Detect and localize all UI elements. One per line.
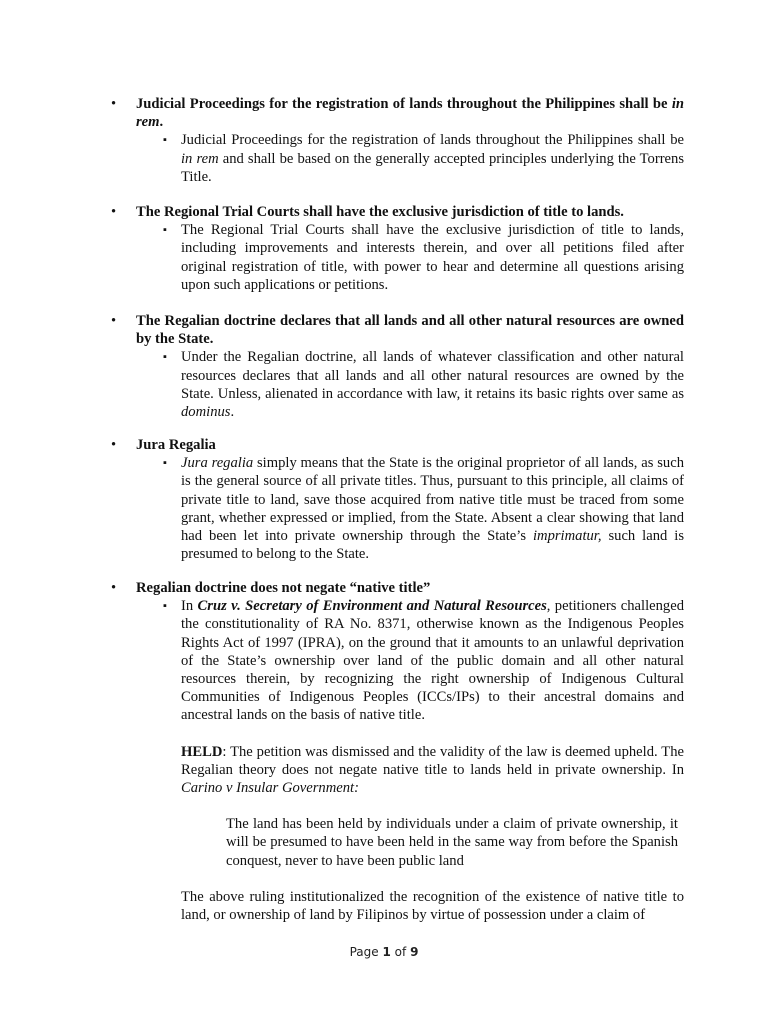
section-heading xyxy=(108,95,684,131)
page-total: 9 xyxy=(410,945,419,959)
section-heading: • Regalian doctrine does not negate “native title” xyxy=(108,579,684,597)
detail-italic-text: Jura regalia xyxy=(181,455,254,472)
heading-text: . xyxy=(159,114,164,131)
section-in-rem xyxy=(108,95,684,186)
held-text: : The petition was dismissed and the validity of the law is deemed upheld. The Regalian theory does not negate native title to lands held in private ownership. In xyxy=(181,743,684,778)
of-label: of xyxy=(394,945,407,959)
section-jura-regalia xyxy=(108,436,684,563)
detail-text: and shall be based on the generally accepted principles underlying the Torrens Title. xyxy=(181,150,685,185)
section-detail: ▪ The Regional Trial Courts shall have the exclusive jurisdiction of title to lands, including improvements and interests therein, and over all petitions filed after original registration of title, with power to hear and determine all questions arising upon such applications or petitions. xyxy=(159,221,684,294)
section-detail xyxy=(159,454,684,563)
section-heading: • The Regional Trial Courts shall have the exclusive jurisdiction of title to lands. xyxy=(108,203,684,221)
section-detail xyxy=(159,131,684,186)
detail-text: In xyxy=(181,598,198,615)
section-heading: • The Regalian doctrine declares that all lands and all other natural resources are owned by the State. xyxy=(108,312,684,348)
heading-text: Judicial Proceedings for the registration of lands throughout the Philippines shall be xyxy=(136,96,672,112)
detail-text: . xyxy=(230,404,235,421)
heading-italic-text: in rem xyxy=(136,96,684,131)
held-case-name: Carino v Insular Government: xyxy=(181,780,359,797)
page-footer xyxy=(0,943,768,961)
section-regalian-doctrine xyxy=(108,312,684,421)
section-detail xyxy=(159,597,684,724)
detail-text: Under the Regalian doctrine, all lands of whatever classification and other natural resources declares that all lands and all other natural resources are owned by the State. Unless, alienated in accordance with law, it retains its basic rights over same as xyxy=(181,349,684,402)
case-name: Cruz v. Secretary of Environment and Natural Resources xyxy=(197,598,547,615)
section-detail xyxy=(159,348,684,421)
detail-text: Judicial Proceedings for the registration of lands throughout the Philippines shall be xyxy=(181,132,684,149)
detail-text: such land is presumed to belong to the State. xyxy=(181,528,684,563)
page-label: Page xyxy=(349,945,379,959)
detail-text: , petitioners challenged the constitutionality of RA No. 8371, otherwise known as the Indigenous Peoples Rights Act of 1997 (IPRA), on the ground that it amounts to an unlawful deprivation of the State’s ownership over land of the public domain and all other natural resources therein, by recognizing the right ownership of Indigenous Cultural Communities of Indigenous Peoples (ICCs/IPs) to their ancestral domains and ancestral lands on the basis of native title. xyxy=(181,598,684,724)
detail-italic-text: imprimatur, xyxy=(532,528,602,545)
section-heading: • Jura Regalia xyxy=(108,436,684,454)
held-paragraph xyxy=(181,743,684,798)
section-native-title xyxy=(108,579,684,924)
block-quote: The land has been held by individuals under a claim of private ownership, it will be presumed to have been held in the same way from before the Spanish conquest, never to have been public land xyxy=(226,816,678,869)
detail-italic-text: dominus xyxy=(181,404,231,421)
page-number: 1 xyxy=(382,945,391,959)
closing-paragraph: The above ruling institutionalized the recognition of the existence of native title to land, or ownership of land by Filipinos by virtue of possession under a claim of xyxy=(181,888,684,924)
detail-italic-text: in rem xyxy=(181,150,219,167)
held-label: HELD xyxy=(181,743,223,760)
section-rtc-jurisdiction xyxy=(108,203,684,294)
detail-text: simply means that the State is the original proprietor of all lands, as such is the general source of all private titles. Thus, pursuant to this principle, all claims of private title to land, save those acquired from native title must be traced from some grant, whether expressed or implied, from the State. Absent a clear showing that land had been let into private ownership through the State’s xyxy=(181,455,684,545)
